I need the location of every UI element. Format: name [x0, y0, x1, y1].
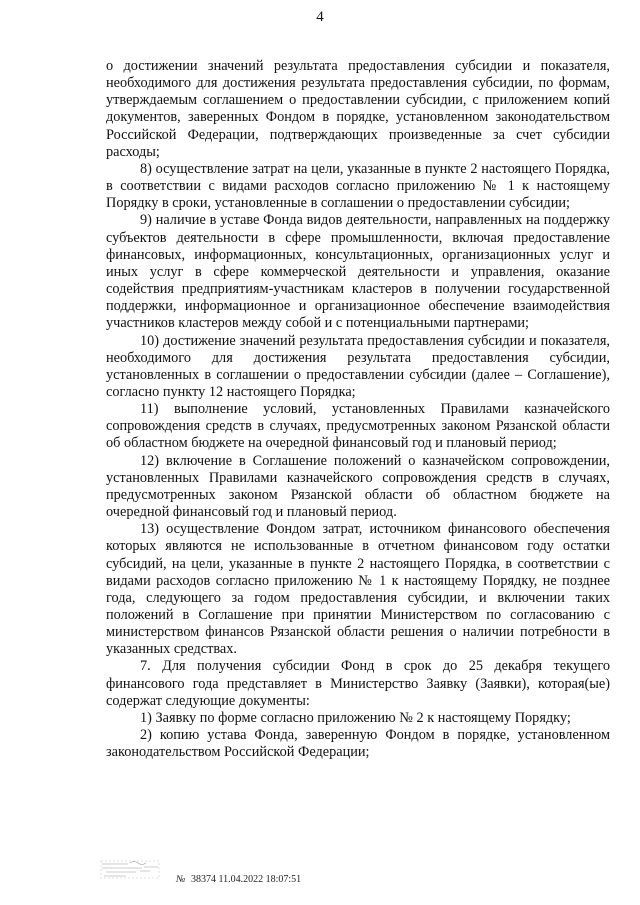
paragraph: 1) Заявку по форме согласно приложению № 2 к настоящему Порядку;	[140, 709, 571, 726]
registration-timestamp: 11.04.2022 18:07:51	[218, 874, 302, 885]
document-number: 38374	[190, 874, 216, 885]
paragraph: 8) осуществление затрат на цели, указанные в пункте 2 настоящего Порядка, в соответствии с видами расходов согласно приложению № 1 к настоящему Порядку в сроки, установленные в соглашении о предоставлении субсидии;	[106, 160, 610, 212]
paragraph: 11) выполнение условий, установленных Правилами казначейского сопровождения средств в случаях, предусмотренных законом Рязанской области об областном бюджете на очередной финансовый год и плановый период;	[106, 401, 610, 452]
paragraph: 10) достижение значений результата предоставления субсидии и показателя, необходимого для достижения результата предоставления субсидии, установленных в соглашении о предоставлении субсидии (далее – Соглашение), согласно пункту 12 настоящего Порядка;	[106, 332, 610, 400]
paragraph: 12) включение в Соглашение положений о казначейском сопровождении, установленных Правилами казначейского сопровождения средств в случаях, предусмотренных законом Рязанской области об областном бюджете на очередной финансовый год и плановый период.	[106, 452, 610, 521]
paragraph: 9) наличие в уставе Фонда видов деятельности, направленных на поддержку субъектов деятельности в сфере промышленности, включая предоставление финансовых, информационных, консультационных, организационных услуг и иных услуг в сфере коммерческой деятельности и управления, оказание содействия предприятиям-участникам кластеров в получении государственной поддержки, информационное и организационное обеспечение взаимодействия участников кластеров между собой и с потенциальными партнерами;	[106, 212, 610, 332]
paragraph: о достижении значений результата предоставления субсидии и показателя, необходимого для достижения результата предоставления субсидии, по формам, утверждаемым соглашением о предоставлении субсидии, с приложением копий документов, заверенных Фондом в порядке, установленном законодательством Российской Федерации, подтверждающих произведенные за счет субсидии расходы;	[106, 58, 610, 160]
page-number: 4	[316, 9, 324, 25]
document-registration-footer	[176, 874, 301, 885]
paragraph: 7. Для получения субсидии Фонд в срок до 25 декабря текущего финансового года представляет в Министерство Заявку (Заявки), которая(ые) содержат следующие документы:	[106, 658, 610, 709]
registration-stamp-icon	[100, 858, 162, 880]
paragraph: 13) осуществление Фондом затрат, источником финансового обеспечения которых являются не использованные в отчетном финансовом году остатки субсидий, на цели, указанные в пункте 2 настоящего Порядка, в соответствии с видами расходов согласно приложению № 1 к настоящему Порядку, не позднее года, следующего за годом предоставления субсидии, и включении таких положений в Соглашение при принятии Министерством по согласованию с министерством финансов Рязанской области решения о наличии потребности в указанных средствах.	[106, 521, 610, 658]
document-body	[106, 58, 610, 761]
number-sign: №	[176, 874, 186, 885]
paragraph: 2) копию устава Фонда, заверенную Фондом в порядке, установленном законодательством Российской Федерации;	[106, 727, 610, 761]
